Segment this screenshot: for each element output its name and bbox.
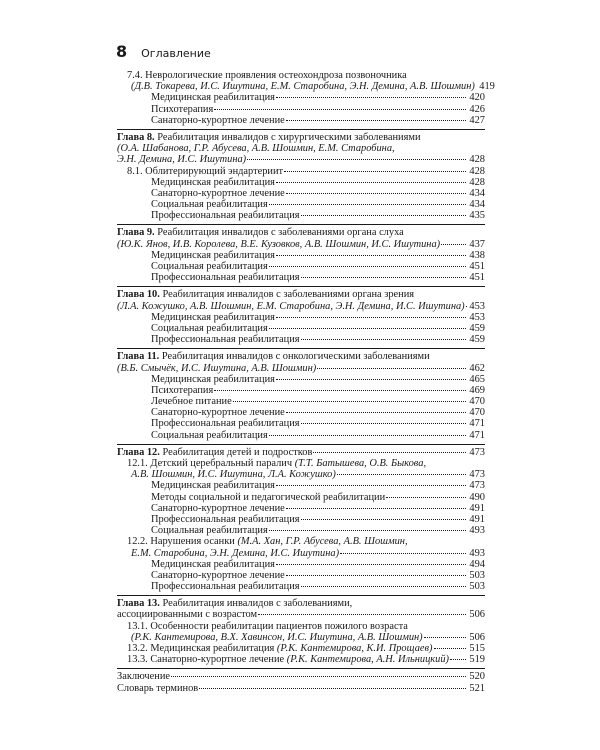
entry-title: Социальная реабилитация xyxy=(151,525,268,537)
toc-entry xyxy=(117,92,485,103)
toc-entry xyxy=(117,503,485,514)
dot-leader xyxy=(276,181,466,183)
toc-entry xyxy=(117,480,485,491)
dot-leader xyxy=(286,507,466,509)
entry-title: Заключение xyxy=(117,671,170,683)
page-ref: 453 xyxy=(469,311,485,323)
page-ref: 470 xyxy=(469,407,485,419)
toc-entry xyxy=(117,363,485,374)
dot-leader xyxy=(317,367,466,369)
page-ref: 428 xyxy=(469,176,485,188)
toc-entry xyxy=(117,492,485,503)
page-ref: 519 xyxy=(469,654,485,666)
page-ref: 451 xyxy=(469,272,485,284)
toc-entry xyxy=(117,166,485,177)
dot-leader xyxy=(434,647,467,649)
page-ref: 434 xyxy=(469,187,485,199)
page-ref: 503 xyxy=(469,581,485,593)
toc-entry xyxy=(117,188,485,199)
entry-authors: (Т.Т. Батышева, О.В. Быкова, xyxy=(294,458,427,469)
entry-title: 12.2. Нарушения осанки xyxy=(127,536,238,548)
dot-leader xyxy=(269,203,466,205)
dot-leader xyxy=(301,338,466,340)
page-ref: 428 xyxy=(469,165,485,177)
dot-leader xyxy=(276,563,466,565)
entry-authors: А.В. Шошмин, И.С. Ишутина, Л.А. Кожушко) xyxy=(131,469,336,481)
chapter-label: Глава 10. xyxy=(117,289,160,301)
page-ref: 427 xyxy=(469,114,485,126)
entry-authors: Э.Н. Демина, И.С. Ишутина) xyxy=(117,154,247,166)
entry-title: Медицинская реабилитация xyxy=(151,176,275,188)
entry-title: Профессиональная реабилитация xyxy=(151,513,300,525)
dot-leader xyxy=(171,675,466,677)
entry-title: Социальная реабилитация xyxy=(151,322,268,334)
page-ref: 473 xyxy=(469,446,485,458)
page-ref: 493 xyxy=(469,547,485,559)
page-ref: 491 xyxy=(469,513,485,525)
page-ref: 419 xyxy=(479,81,495,93)
dot-leader xyxy=(301,518,466,520)
entry-title: Психотерапия xyxy=(151,103,214,115)
toc-entry xyxy=(117,81,495,93)
dot-leader xyxy=(247,158,466,160)
toc-entry xyxy=(117,621,485,632)
toc-entry xyxy=(117,115,485,126)
dot-leader xyxy=(269,434,466,436)
page-ref: 503 xyxy=(469,569,485,581)
entry-title: Реабилитация инвалидов с хирургическими заболеваниями xyxy=(154,131,421,143)
toc-entry xyxy=(117,250,485,261)
toc-entry xyxy=(117,671,485,682)
toc-entry xyxy=(117,312,485,323)
toc-entry xyxy=(117,334,485,345)
dot-leader xyxy=(269,265,466,267)
entry-title: Реабилитация инвалидов с онкологическими заболеваниями xyxy=(159,351,430,363)
page-ref: 493 xyxy=(469,525,485,537)
toc-entry xyxy=(117,525,485,536)
toc-entry xyxy=(117,289,485,300)
entry-title: Медицинская реабилитация xyxy=(151,249,275,261)
chapter-label: Глава 12. xyxy=(117,446,160,458)
entry-title: Методы социальной и педагогической реабилитации xyxy=(151,491,386,503)
entry-authors: (М.А. Хан, Г.Р. Абусева, А.В. Шошмин, xyxy=(237,536,408,548)
table-of-contents xyxy=(117,70,495,694)
toc-entry xyxy=(117,418,485,429)
page-header xyxy=(116,42,211,61)
dot-leader xyxy=(340,552,466,554)
toc-entry xyxy=(117,385,485,396)
entry-authors: (Р.К. Кантемирова, К.И. Прощаев) xyxy=(276,643,433,654)
dot-leader xyxy=(286,192,466,194)
entry-title: 12.1. Детский церебральный паралич xyxy=(127,458,295,469)
toc-entry xyxy=(117,548,485,559)
toc-entry xyxy=(117,227,485,238)
toc-entry xyxy=(117,514,485,525)
page-ref: 453 xyxy=(469,300,485,312)
entry-authors: (О.А. Шабанова, Г.Р. Абусева, А.В. Шошмин, Е.М. Старобина, xyxy=(117,143,395,155)
page-ref: 437 xyxy=(469,238,485,250)
dot-leader xyxy=(301,585,466,587)
toc-entry xyxy=(117,374,485,385)
toc-entry xyxy=(117,559,485,570)
toc-entry xyxy=(117,154,485,165)
page-ref: 490 xyxy=(469,491,485,503)
entry-title: Профессиональная реабилитация xyxy=(151,272,300,284)
entry-title: Медицинская реабилитация xyxy=(151,373,275,385)
page-ref: 451 xyxy=(469,261,485,272)
entry-title: Профессиональная реабилитация xyxy=(151,418,300,430)
toc-entry xyxy=(117,143,485,154)
toc-entry xyxy=(117,458,485,469)
page-number: 8 xyxy=(116,42,128,61)
dot-leader xyxy=(313,451,466,453)
chapter-label: Глава 13. xyxy=(117,598,160,610)
section-divider xyxy=(117,224,485,225)
entry-title: 7.4. Неврологические проявления остеохондроза позвоночника xyxy=(127,70,407,81)
dot-leader xyxy=(269,529,466,531)
dot-leader xyxy=(276,316,466,318)
entry-title: Лечебное питание xyxy=(151,396,232,408)
page-ref: 459 xyxy=(469,334,485,346)
entry-title: 13.2. Медицинская реабилитация xyxy=(127,643,277,654)
page-ref: 465 xyxy=(469,373,485,385)
toc-entry xyxy=(117,632,485,643)
entry-authors: (Л.А. Кожушко, А.В. Шошмин, Е.М. Старобина, Э.Н. Демина, И.С. Ишутина) xyxy=(117,300,465,312)
entry-authors: (Д.В. Токарева, И.С. Ишутина, Е.М. Старобина, Э.Н. Демина, А.В. Шошмин) xyxy=(131,81,475,93)
toc-entry xyxy=(117,430,485,441)
dot-leader xyxy=(450,658,466,660)
page-ref: 494 xyxy=(469,558,485,570)
page-ref: 470 xyxy=(469,396,485,408)
toc-entry xyxy=(117,239,485,250)
dot-leader xyxy=(276,96,466,98)
page-ref: 434 xyxy=(469,199,485,211)
entry-title: Словарь терминов xyxy=(117,682,199,694)
section-divider xyxy=(117,668,485,669)
dot-leader xyxy=(286,411,466,413)
dot-leader xyxy=(276,378,466,380)
chapter-label: Глава 11. xyxy=(117,351,160,363)
entry-title: Санаторно-курортное лечение xyxy=(151,187,285,199)
toc-entry xyxy=(117,643,485,654)
toc-entry xyxy=(117,70,485,81)
page-ref: 471 xyxy=(469,429,485,441)
toc-entry xyxy=(117,210,485,221)
dot-leader xyxy=(337,473,466,475)
section-divider xyxy=(117,444,485,445)
page-ref: 435 xyxy=(469,210,485,222)
entry-title: Медицинская реабилитация xyxy=(151,480,275,492)
toc-entry xyxy=(117,132,485,143)
dot-leader xyxy=(214,108,466,110)
toc-entry xyxy=(117,396,485,407)
toc-entry xyxy=(117,261,485,272)
entry-title: Медицинская реабилитация xyxy=(151,311,275,323)
dot-leader xyxy=(284,170,466,172)
toc-entry xyxy=(117,323,485,334)
toc-entry xyxy=(117,598,485,609)
entry-authors: Е.М. Старобина, Э.Н. Демина, И.С. Ишутина) xyxy=(131,547,340,559)
page-ref: 473 xyxy=(469,480,485,492)
entry-title: Профессиональная реабилитация xyxy=(151,210,300,222)
entry-title: Санаторно-курортное лечение xyxy=(151,502,285,514)
page-ref: 520 xyxy=(469,671,485,683)
chapter-label: Глава 9. xyxy=(117,227,155,239)
page-ref: 426 xyxy=(469,103,485,115)
toc-entry xyxy=(117,301,485,312)
dot-leader xyxy=(301,276,466,278)
toc-entry xyxy=(117,177,485,188)
entry-title: Психотерапия xyxy=(151,384,214,396)
entry-title: Реабилитация инвалидов с заболеваниями органа слуха xyxy=(154,227,404,239)
dot-leader xyxy=(286,119,466,121)
entry-title: ассоциированными с возрастом xyxy=(117,609,258,621)
page-ref: 420 xyxy=(469,92,485,104)
dot-leader xyxy=(199,687,466,689)
dot-leader xyxy=(233,400,466,402)
toc-entry xyxy=(117,609,485,620)
entry-title: Социальная реабилитация xyxy=(151,261,268,272)
dot-leader xyxy=(301,214,466,216)
dot-leader xyxy=(286,574,466,576)
toc-entry xyxy=(117,351,485,362)
toc-entry xyxy=(117,536,485,547)
toc-entry xyxy=(117,199,485,210)
page-ref: 459 xyxy=(469,322,485,334)
page-ref: 471 xyxy=(469,418,485,430)
page-ref: 506 xyxy=(469,631,485,643)
entry-title: Санаторно-курортное лечение xyxy=(151,569,285,581)
entry-title: Профессиональная реабилитация xyxy=(151,581,300,593)
toc-entry xyxy=(117,447,485,458)
dot-leader xyxy=(276,254,466,256)
page-ref: 473 xyxy=(469,469,485,481)
entry-title: Медицинская реабилитация xyxy=(151,92,275,104)
entry-authors: (В.Б. Смычёк, И.С. Ишутина, А.В. Шошмин) xyxy=(117,362,317,374)
entry-title: Реабилитация детей и подростков xyxy=(159,446,313,458)
entry-title: 13.1. Особенности реабилитации пациентов пожилого возраста xyxy=(127,620,408,632)
toc-entry xyxy=(117,104,485,115)
page-ref: 469 xyxy=(469,384,485,396)
section-divider xyxy=(117,348,485,349)
toc-entry xyxy=(117,272,485,283)
entry-title: Социальная реабилитация xyxy=(151,429,268,441)
section-divider xyxy=(117,129,485,130)
entry-authors: (Р.К. Кантемирова, В.Х. Хавинсон, И.С. Ишутина, А.В. Шошмин) xyxy=(131,631,423,643)
dot-leader xyxy=(258,613,466,615)
dot-leader xyxy=(424,636,466,638)
toc-entry xyxy=(117,407,485,418)
page-ref: 438 xyxy=(469,249,485,261)
entry-authors: (Ю.К. Янов, И.В. Королева, В.Е. Кузовков, А.В. Шошмин, И.С. Ишутина) xyxy=(117,238,441,250)
page-ref: 515 xyxy=(469,643,485,654)
entry-title: Санаторно-курортное лечение xyxy=(151,407,285,419)
section-divider xyxy=(117,286,485,287)
entry-title: 13.3. Санаторно-курортное лечение xyxy=(127,654,287,666)
entry-title: Санаторно-курортное лечение xyxy=(151,114,285,126)
toc-entry xyxy=(117,683,485,694)
dot-leader xyxy=(214,389,466,391)
entry-title: 8.1. Облитерирующий эндартериит xyxy=(127,165,284,177)
dot-leader xyxy=(441,243,466,245)
dot-leader xyxy=(276,484,466,486)
page-ref: 506 xyxy=(469,609,485,621)
page-title: Оглавление xyxy=(141,47,211,60)
chapter-label: Глава 8. xyxy=(117,131,155,143)
entry-title: Социальная реабилитация xyxy=(151,199,268,211)
toc-entry xyxy=(117,581,485,592)
dot-leader xyxy=(301,422,466,424)
entry-title: Медицинская реабилитация xyxy=(151,558,275,570)
entry-title: Реабилитация инвалидов с заболеваниями органа зрения xyxy=(159,289,415,301)
toc-entry xyxy=(117,570,485,581)
dot-leader xyxy=(269,327,466,329)
toc-entry xyxy=(117,469,485,480)
toc-entry xyxy=(117,654,485,665)
dot-leader xyxy=(386,496,466,498)
entry-authors: (Р.К. Кантемирова, А.Н. Ильницкий) xyxy=(286,654,450,666)
page-ref: 521 xyxy=(469,682,485,694)
page-ref: 462 xyxy=(469,362,485,374)
section-divider xyxy=(117,595,485,596)
page-ref: 428 xyxy=(469,154,485,166)
page-ref: 491 xyxy=(469,502,485,514)
entry-title: Реабилитация инвалидов с заболеваниями, xyxy=(159,598,353,610)
entry-title: Профессиональная реабилитация xyxy=(151,334,300,346)
